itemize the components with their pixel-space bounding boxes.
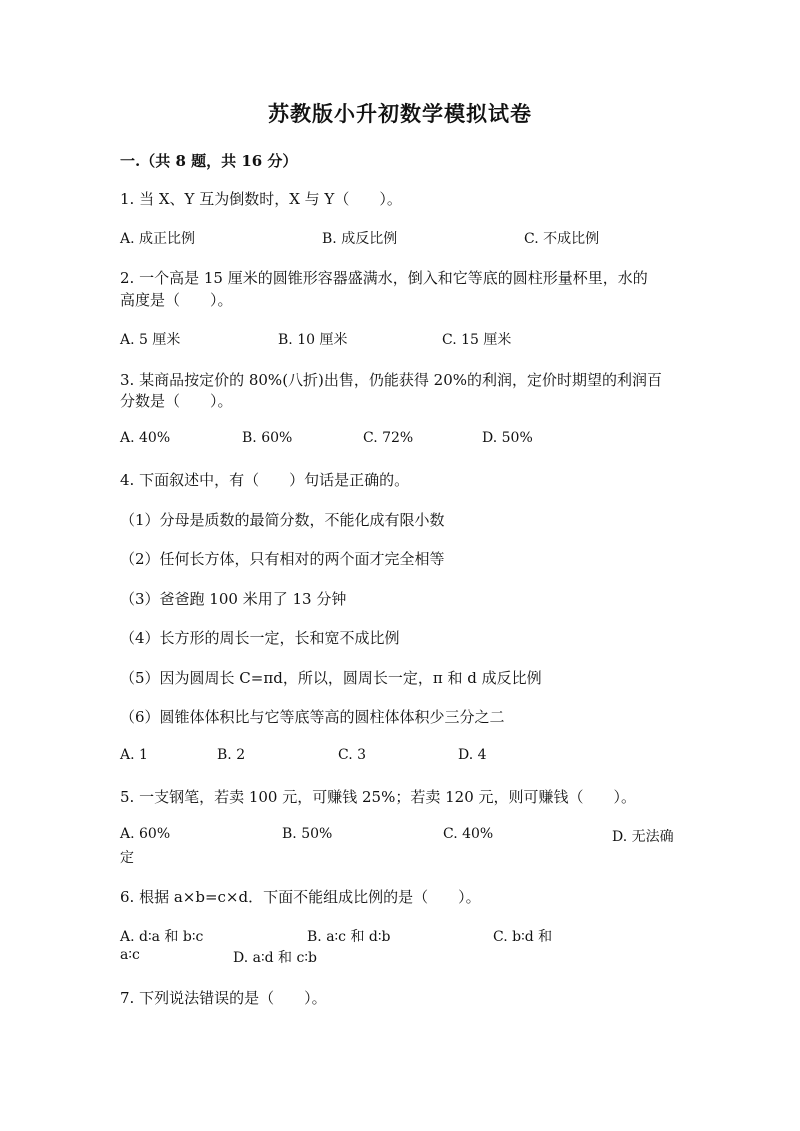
q6-option-c: C. b∶d 和 [493,929,553,945]
q1-option-c: C. 不成比例 [524,231,600,247]
page-title: 苏教版小升初数学模拟试卷 [268,101,532,126]
q4-statement-1: （1）分母是质数的最简分数，不能化成有限小数 [120,511,445,529]
q4-option-b: B. 2 [217,747,246,763]
question-2-line-1: 2. 一个高是 15 厘米的圆锥形容器盛满水，倒入和它等底的圆柱形量杯里，水的 [120,269,648,287]
q2-option-b: B. 10 厘米 [278,332,348,348]
q2-option-a: A. 5 厘米 [120,332,181,348]
q6-option-d: D. a∶d 和 c∶b [233,950,317,966]
q6-option-b: B. a∶c 和 d∶b [307,929,391,945]
q4-option-d: D. 4 [458,747,487,763]
q1-option-a: A. 成正比例 [120,231,196,247]
q4-statement-6: （6）圆锥体体积比与它等底等高的圆柱体体积少三分之二 [120,708,505,726]
q1-option-b: B. 成反比例 [322,231,398,247]
question-5: 5. 一支钢笔，若卖 100 元，可赚钱 25%；若卖 120 元，则可赚钱（ ）。 [120,788,637,806]
section-heading: 一.（共 8 题，共 16 分） [120,152,298,170]
question-2-line-2: 高度是（ ）。 [120,291,233,309]
q3-option-a: A. 40% [120,430,171,446]
q3-option-b: B. 60% [242,430,293,446]
q2-option-c: C. 15 厘米 [442,332,512,348]
q4-statement-4: （4）长方形的周长一定，长和宽不成比例 [120,629,400,647]
q5-option-d: D. 无法确 [612,829,674,845]
q4-statement-2: （2）任何长方体，只有相对的两个面才完全相等 [120,550,445,568]
question-4: 4. 下面叙述中，有（ ）句话是正确的。 [120,471,410,489]
question-7: 7. 下列说法错误的是（ ）。 [120,989,327,1007]
question-3-line-1: 3. 某商品按定价的 80%(八折)出售，仍能获得 20%的利润，定价时期望的利润百 [120,371,663,389]
q4-option-c: C. 3 [338,747,367,763]
q6-option-c-wrap: a∶c [120,947,140,963]
q5-option-b: B. 50% [282,826,333,842]
q4-statement-3: （3）爸爸跑 100 米用了 13 分钟 [120,590,347,608]
q3-option-d: D. 50% [482,430,533,446]
question-1: 1. 当 X、Y 互为倒数时，X 与 Y（ ）。 [120,190,402,208]
q5-option-a: A. 60% [120,826,171,842]
q3-option-c: C. 72% [363,430,414,446]
q4-option-a: A. 1 [120,747,148,763]
q6-option-a: A. d∶a 和 b∶c [120,929,204,945]
q4-statement-5: （5）因为圆周长 C=πd，所以，圆周长一定，π 和 d 成反比例 [120,669,542,687]
question-6: 6. 根据 a×b=c×d．下面不能组成比例的是（ ）。 [120,888,481,906]
q5-option-d-wrap: 定 [120,850,134,866]
question-3-line-2: 分数是（ ）。 [120,392,233,410]
q5-option-c: C. 40% [443,826,494,842]
